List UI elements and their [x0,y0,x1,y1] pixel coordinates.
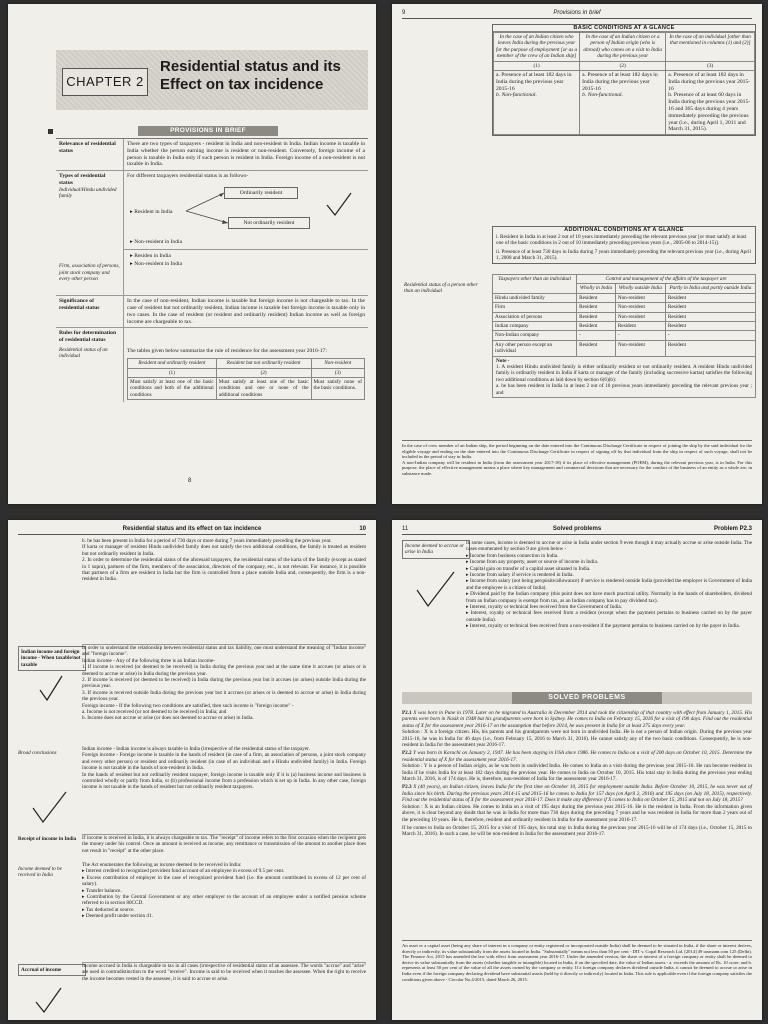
problem-question: X was born in Pune in 1978. Later on he migrated to Australia in December 2014 and took the citizenship of that country with effect from January 1, 2015. His parents were born in Nasik in 1948 but his grandparents were born in Sydney. He comes to India on February 15, 2016 for a visit of 190 days. Find out the residential status of X for the assessment year 2016-17 on the assumption that before 2014, he was present in India for at least 275 days every year. [402,710,752,729]
resident-label: Resident in India [134,209,173,216]
problem [402,784,752,822]
row-relevance [56,139,368,171]
list-item: ▸ Tax deducted at source. [82,906,135,913]
check-mark-icon [30,790,70,826]
section-indian-foreign [82,644,366,722]
solved-problems [402,710,752,838]
row-text: There are two types of taxpayers - resident in India and non-resident in India. Indian income is taxable in India whether the person earning income is resident or non-resident. Conversely, foreign income of a person is taxable in India only if such person is resident in India. Foreign income of a non-resident is not taxable in India. [127,141,365,168]
list-item-text: Capital gain on transfer of a capital asset situated in India. [469,565,591,572]
list-item: ▸ Interest credited to recognized provident fund account of an employee in excess of 9.5 per cent. [82,868,285,875]
table-row [493,340,756,356]
table-num: (2) [580,61,666,70]
page-number: 9 [402,10,406,16]
paragraph: Income accrued in India is chargeable to tax in all cases (irrespective of residential status of an assessee. The words "accrue" and "arise" are used in contradistinction to the word "receive". Income is said to be received when it reaches the assessee. When the right to receive the income becomes vested in the assessee, it is said to accrue or arise. [82,963,366,982]
table-header: In the case of an Indian citizen or a person of Indian origin (who is abroad) who comes on a visit to India during the previous year [580,33,666,62]
table-cell: Resident [665,340,755,356]
side-heading: Indian income and foreign income - When taxable/not taxable [18,646,86,671]
table-cell: Indian company [493,322,577,331]
paragraph: If he comes to India on October 15, 2015 for a visit of 195 days, his total stay in India during the previous year 2015-16 will be of 174 days (i.e., October 15, 2015 to March 31, 2016). In such a case, he will be non-resident in India for the assessment year 2016-17. [402,824,752,838]
additional-conditions-box [492,226,756,264]
firm-resident-item: ▸ Residen in India [130,253,171,260]
list-item: ▸ Income from business connection in India. [466,552,559,559]
branch-arrows-icon [184,189,232,229]
list-item-text: Transfer balance. [85,887,122,894]
chapter-label: CHAPTER 2 [62,68,148,96]
section-accrual [82,962,366,982]
table-subheader: Wholly in India [577,284,616,293]
section-deemed-received [82,862,366,920]
list-item: ▸ Dividend paid by the Indian company (this point does not have much practical utility. Normally in the hands of shareholders, dividend from an Indian company is exempt from tax, as an Indian company has to pay dividend tax). [466,591,752,604]
row-text: The tables given below summarize the rule of residence for the assessment year 2016-17: [127,348,327,355]
row-text: For different taxpayers residential status is as follows- [127,173,249,180]
row-label: Rules for determination of residential status [59,330,117,344]
other-person-table-wrap [492,274,756,398]
table-header: Non-resident [311,359,364,368]
table-cell: Resident [665,322,755,331]
paragraph: In the hands of resident but not ordinarily resident taxpayer, foreign income is taxable only if it is (a) business income and business is controlled wholly or partly from India, or (b) professional income from a profession which is set up in India. In any other case, foreign income is not taxable in the hands of resident but not ordinarily resident taxpayers. [82,771,366,791]
page-10 [8,520,376,1020]
row-rules [56,328,368,402]
list-item-text: Excess contribution of employer in the case of recognized provident fund (i.e. the amount contributed in excess of 12 per cent of salary). [82,874,366,888]
page-header [18,524,366,535]
chapter-title: Residential status and its Effect on tax incidence [160,58,341,93]
list-item-text: Tax deducted at source. [85,906,135,913]
table-cell: Must satisfy none of the basic conditions. [311,377,364,399]
check-mark-icon [414,570,458,610]
list-item-text: Income from business connection in India. [469,552,559,559]
row-sublabel: Residential status of an individual [59,346,108,360]
basic-conditions-box [492,24,756,136]
table-num: (1) [128,368,217,377]
condition-b: b. Non-functional. [582,92,623,99]
page-number: 11 [402,526,409,532]
condition-a: a. Presence of at least 182 days in India during the previous year 2015-16 [582,72,658,92]
paragraph: 1. If income is received (or deemed to be received) in India during the previous year and at the same time it accrues (or arises or is deemed to accrue or arise) in India during the previous year. [82,664,366,677]
chapter-header [56,50,368,110]
paragraph: Foreign income - If the following two conditions are satisfied, then such income is "foreign income" - [82,702,294,709]
page-number: 8 [188,478,192,484]
side-heading: Income deemed to be received in India [18,866,62,879]
list-item-text: Interest credited to recognized provident fund account of an employee in excess of 9.5 per cent. [85,868,285,875]
condition-b: b. Non-functional. [496,92,537,99]
other-person-label: Residential status of a person other than an individual [404,282,478,295]
list-item-text: Income from any property, asset or source of income in India. [469,559,599,566]
table-header: Resident but not ordinarily resident [216,359,311,368]
other-person-table [492,274,756,357]
firm-label: Firm, association of persons, joint stock company and every other person [59,263,120,282]
problem-id: P2.1 [402,710,412,716]
list-item: ▸ Income from any property, asset or source of income in India. [466,559,599,566]
table-cell: Resident [577,340,616,356]
footnotes: An asset or a capital asset (being any share of interest in a company or entity registered or incorporated outside India) shall be deemed to be situated in India, if the share or interest derives, directly or indirectly, its value substantially from the assets located in India. "Substantially" means not less than 50 per cent - DIT v. Copal Research Ltd. [2014] 49 taxmann.com 125 (Delhi). The Finance Act, 2015 has amended the law with effect from assessment year 2016-17. Under the amended version, the share or interest of a foreign company or entity shall be deemed to derive its value substantially from the assets (whether tangible or intangible) located in India, if on the specified date, the value of Indian assets - a. exceeds the amount of Rs. 10 crore; and b. represents at least 50 per cent of the value of all the assets owned by the company or entity. If a foreign company declares dividend outside India, it cannot be deemed to accrue or arise in India even if the foreign company declaring dividend have substantial assets (held by it directly or indirectly) located in India. This rule is applicable even if the foreign company satisfies the conditions given above - Circular No.4/2015, dated March 26, 2015. [402,940,752,982]
table-cell: Resident [665,303,755,312]
problem-question: X (40 years), an Indian citizen, leaves India for the first time on October 10, 2015 for employment outside India. Before October 10, 2015, he was never out of India since his birth. During the previous years 2014-15 and 2015-16 he comes to India for 157 days (on April 2, 2016) and 195 days (on July 18, 2015), respectively. Find out the residential status of X for the assessment year 2016-17. Does it make any difference if X comes to India on October 15, 2015 and not on July 18, 2015? [402,784,752,804]
table-row [493,293,756,302]
row-label: Significance of residential status [56,296,124,327]
problem-solution: Solution : X is an Indian citizen. He comes to India on a visit of 195 days during the previous year 2015-16. He is the resident in India. From the information given above, it is clear beyond any doubt that he was in India for more than 730 days during the preceding 7 years and he was resident in India for more than 2 years out of the preceding 10 years. He is, therefore, resident and ordinarily resident in India for the assessment year 2016-17. [402,803,752,823]
condition-a: a. Presence of at least 182 days in India during the previous year 2015-16 [496,72,572,92]
table-cell: Any other person except an individual [493,340,577,356]
note-box [492,357,756,398]
page-header [402,8,752,19]
table-row [493,322,756,331]
basic-conditions-table [493,32,755,135]
check-mark-icon [34,986,64,1016]
running-title: Residential status and its effect on tax incidence [122,526,262,532]
table-cell: Non-resident [615,293,665,302]
additional-caption: ADDITIONAL CONDITIONS AT A GLANCE [564,227,684,233]
problem-question: Y was born in Karachi on January 2, 1947. He has been staying in USA since 1986. He comes to India on a visit of 200 days on October 10, 2015. Determine the residential status of X for the assessment year 2016-17. [402,750,753,763]
row-types [56,171,368,296]
list-item: ▸ Deemed profit under section 41. [82,913,153,920]
list-item: ▸ Interest, royalty or technical fees received from a non-resident if the payment pertains to business carried on by the payer in India. [466,623,740,630]
page-8 [8,4,376,504]
solved-problems-banner: SOLVED PROBLEMS [512,692,662,704]
table-cell: - [615,331,665,340]
problem [402,750,752,782]
table-cell: Non-Indian company [493,331,577,340]
list-item-text: Deemed profit under section 41. [85,913,153,920]
table-cell: Resident [577,312,616,321]
list-item: ▸ Interest, royalty or technical fees received from a resident (except when the payment pertains to business carried on by the payer outside India). [466,610,752,623]
section-bullet-icon [48,129,53,134]
footnote: A non-Indian company will be resident in India (from the assessment year 2017-18) if its place of effective management (POEM), during the relevant previous year, is in India. For this purpose, the place of effective management means a place where key management and commercial decisions that are necessary for the conduct of the business of an entity as a whole are, in substance made. [402,459,752,476]
paragraph: Indian income - Any of the following three is an Indian income- [82,657,215,664]
condition-b: b. Presence of at least 60 days in India during the previous year 2015-16 and 365 days during 4 years immediately preceding the previous year (i.e., during April 1, 2011 and March 31, 2015). [668,92,751,133]
table-cell: Resident [577,322,616,331]
running-title: Solved problems [552,526,602,532]
side-heading: Receipt of income in India [18,836,77,842]
table-header: Resident and ordinarily resident [128,359,217,368]
non-resident-label: Non-resident in India [134,239,183,246]
table-header: Taxpayers other than an individual [493,275,577,294]
table-num: (3) [311,368,364,377]
list-item: ▸ Income from salary (not being perquisite/allowance) if service is rendered outside India (provided the employer is Government of India and the employee is a citizen of India). [466,578,752,591]
list-item: ▸ Excess contribution of employer in the case of recognized provident fund (i.e. the amount contributed in excess of 12 per cent of salary). [82,874,366,888]
paragraph: Indian income - Indian income is always taxable in India (irrespective of the residential status of the taxpayer. [82,746,310,752]
page-9 [392,4,762,504]
problem-id: P2.3 [402,784,412,791]
list-item: ▸ Capital gain on transfer of a capital asset situated in India. [466,565,591,572]
table-num: (3) [666,61,755,70]
paragraph: b. he has been present in India for a period of 730 days or more during 7 years immediately preceding the previous year. [82,538,332,544]
problem-id: P2.2 [402,750,412,757]
row-label: Relevance of residential status [56,139,124,170]
table-cell: Resident [665,293,755,302]
section-broad-conclusions [82,746,366,791]
table-cell: Firm [493,303,577,312]
ordinarily-resident-box: Ordinarily resident [224,187,298,199]
paragraph: 3. If income is received outside India during the previous year but it accrues (or arises or is deemed to accrue or arise) in India during the previous year. [82,689,366,703]
problem [402,710,752,748]
additional-item: ii. Presence of at least 730 days in India during 7 years immediately preceding the relevant previous year (i.e., during April 1, 2008 and March 31, 2015). [496,248,751,262]
table-subheader: Wholly outside India [615,284,665,293]
paragraph: In order to understand the relationship between residential status and tax liability, one must understand the meaning of "Indian income" and "foreign income". [82,645,366,658]
basic-caption: BASIC CONDITIONS AT A GLANCE [493,25,755,32]
list-item-text: Income from salary (not being perquisite/allowance) if service is rendered outside India (provided the employer is Government of India and the employee is a citizen of India). [466,578,752,591]
table-row [493,303,756,312]
paragraph: 2. In order to determine the residential status of the aforesaid taxpayers, the residential status of the karta of the family (except as stated in 1 supra), partners of the firm, members of the association, directors of the company, etc., is not relevant. For instance, it is possible that partners of a firm are resident in India but the firm is controlled from a place outside India and, consequently, the firm is a non-resident in India. [82,557,366,583]
resident-item: ▸ Resident in India [130,209,173,216]
list-item: ▸ Contribution by the Central Government or any other employer to the account of an employee under a notified pension scheme referred to in section 80CCD. [82,894,366,907]
running-title: Provisions in brief [553,10,601,16]
table-cell: Must satisfy at least one of the basic conditions and both of the additional conditions [128,377,217,399]
continued-text [82,538,366,583]
page-header [402,524,752,535]
table-cell: Resident [577,303,616,312]
table-cell: Resident [665,312,755,321]
paragraph: a. Income is not received (or not deemed to be received) in India; and [82,709,227,716]
firm-non-resident-label: Non-resident in India [134,261,183,268]
residence-rule-table [127,358,365,400]
table-cell: Must satisfy at least one of the basic conditions and one or none of the additional conditions [216,377,311,399]
section-receipt [82,834,366,854]
table-cell: Hindu undivided family [493,293,577,302]
table-header: In the case of an Indian citizen who leaves India during the previous year for the purpose of employment [or as a member of the crew of an Indian ship] [494,33,580,62]
side-heading: Accrual of income [18,964,86,976]
problem-solution: Solution : Y is a person of Indian origin, as he was born in undivided India. He comes to India on a visit during the previous year 2015-16. He can become resident in India if he visits India for at least 182 days during the previous year. He comes to India on October 10, 2015. His total stay in India during the previous year ending March 31, 2016, is of 174 days. He is, therefore, non-resident of India for the assessment year 2016-17. [402,763,752,783]
list-item-text: Interest, royalty or technical fees received from a non-resident if the payment pertains to business carried on by the payer in India. [469,623,740,630]
table-cell: Association of persons [493,312,577,321]
list-item: ▸ Interest, royalty or technical fees received from the Government of India. [466,604,623,611]
table-num: (1) [494,61,580,70]
note-text: 1. A resident Hindu undivided family is either ordinarily resident or not ordinarily resident. A resident Hindu undivided family is ordinarily resident in India if karta or manager of the family (including successive kartas) satisfies the following two additional conditions as laid down by section 6(6)(b): [496,364,752,383]
table-cell: Resident [577,293,616,302]
not-ordinarily-resident-box: Not ordinarily resident [228,217,310,229]
list-item-text: Dividend paid by the Indian company (this point does not have much practical utility. Normally in the hands of shareholders, dividend from an Indian company is exempt from tax, as an Indian company has to pay dividend tax). [466,591,752,604]
table-subheader: Partly in India and partly outside India [665,284,755,293]
check-mark-icon [324,191,354,221]
row-text: In the case of non-resident, Indian income is taxable but foreign income is not chargeable to tax. In the case of resident but not ordinarily resident, Indian income is taxable but foreign income is taxable only in two cases. In the case of resident (or resident and ordinarily resident) Indian income as well as foreign income are chargeable to tax. [127,298,365,325]
table-cell: Non-resident [615,303,665,312]
paragraph: If income is received in India, it is always chargeable to tax. The "receipt" of income refers to the first occasion when the recipient gets the money under his control. Once an amount is received as income, any remittance or transmission of the amount to another place does not result in "receipt" at the other place. [82,835,366,854]
problem-ref: Problem P2.3 [713,526,752,532]
side-heading: Income deemed to accrue or arise in India [402,540,470,559]
paragraph: b. Income does not accrue or arise (or does not deemed to accrue or arise) in India. [82,715,254,722]
table-row [493,331,756,340]
solved-problems-strip [402,692,752,704]
check-mark-icon [38,674,64,704]
list-item: ▸ Transfer balance. [82,887,122,894]
paragraph: 2. If income is received (or deemed to be received) in India during the previous year but it accrues (or arises) outside India during the previous year. [82,677,366,690]
page-11 [392,520,762,1020]
table-cell: Non-resident [615,312,665,321]
footnotes [402,440,752,477]
table-header: Control and management of the affairs of the taxpayer are [577,275,756,284]
table-cell: Non-resident [615,340,665,356]
list-item-text: Interest, royalty or technical fees received from the Government of India. [469,604,623,611]
table-cell: - [665,331,755,340]
provisions-grid [56,138,368,402]
side-heading: Broad conclusions [18,750,57,756]
note-item: a. he has been resident in India in at least 2 out of 10 previous years immediately preceding the relevant previous year ; and [496,383,752,396]
list-item-text: Interest, royalty or technical fees received from a resident (except when the payment pertains to business carried on by the payer outside India). [466,610,752,623]
page-number: 10 [359,526,366,532]
paragraph: Foreign income - Foreign income is taxable in the hands of resident (in case of a firm, an association of persons, a joint stock company and every other person) or resident and ordinarily resident (in case of an individual and a Hindu undivided family) in India. Foreign income is not taxable in the hands of non-resident in India. [82,752,366,772]
firm-non-resident-item: ▸ Non-resident in India [130,261,183,268]
problem-solution: Solution : X is a foreign citizen. His, his parents and his grandparents were not born in undivided India. He is not a person of Indian origin. During the previous year 2015-16, he was in India for 46 days (i.e., from February 15, 2016 to March 31, 2016). He cannot satisfy any of the two basic conditions. Consequently, he is non-resident in India for the assessment year 2016-17. [402,729,752,749]
row-label: Types of residential status [59,173,106,186]
table-cell: - [577,331,616,340]
table-header: In the case of an individual [other than that mentioned in columns (1) and (2)] [666,33,755,62]
paragraph: The Act enumerates the following as income deemed to be received in India: [82,862,242,868]
table-row [493,312,756,321]
non-resident-item: ▸ Non-resident in India [130,239,183,246]
paragraph: In some cases, income is deemed to accrue or arise in India under section 9 even though it may actually accrue or arise outside India. The cases enumerated by section 9 are given below - [466,540,752,553]
paragraph: If karta or manager of resident Hindu undivided family does not satisfy the two additional conditions, the family is treated as resident but not ordinarily resident in India. [82,544,366,557]
note-title: Note - [496,357,510,364]
table-cell: Resident [615,322,665,331]
provisions-banner: PROVISIONS IN BRIEF [138,126,278,136]
row-sublabel: Individual/Hindu undivided family [59,186,117,200]
list-item: ▸ Income from salary if service is rendered in India. [466,572,574,579]
additional-item: i. Resident in India in at least 2 out of 10 years immediately preceding the relevant previous year [or must satisfy at least one of the basic conditions in 2 out of 10 immediately preceding previous years (i.e., 2005-06 to 2014-15)]. [496,234,747,247]
firm-resident-label: Residen in India [134,253,171,260]
section-deemed-accrue [466,540,752,630]
condition-a: a. Presence of at least 182 days in India during the previous year 2015-16 [668,72,751,92]
list-item-text: Income from salary if service is rendered in India. [469,572,574,579]
footnote: In the case of crew member of an Indian ship, the period beginning on the date entered into the Continuous Discharge Certificate in respect of joining the ship by the said individual for the eligible voyage and ending on the date entered into the Continuous Discharge Certificate in respect of signing off by that individual from the ship in respect of such voyage, shall not be included in the period of stay in India. [402,443,752,460]
table-num: (2) [216,368,311,377]
list-item-text: Contribution by the Central Government or any other employer to the account of an employee under a notified pension scheme referred to in section 80CCD. [82,894,366,907]
row-significance [56,296,368,328]
